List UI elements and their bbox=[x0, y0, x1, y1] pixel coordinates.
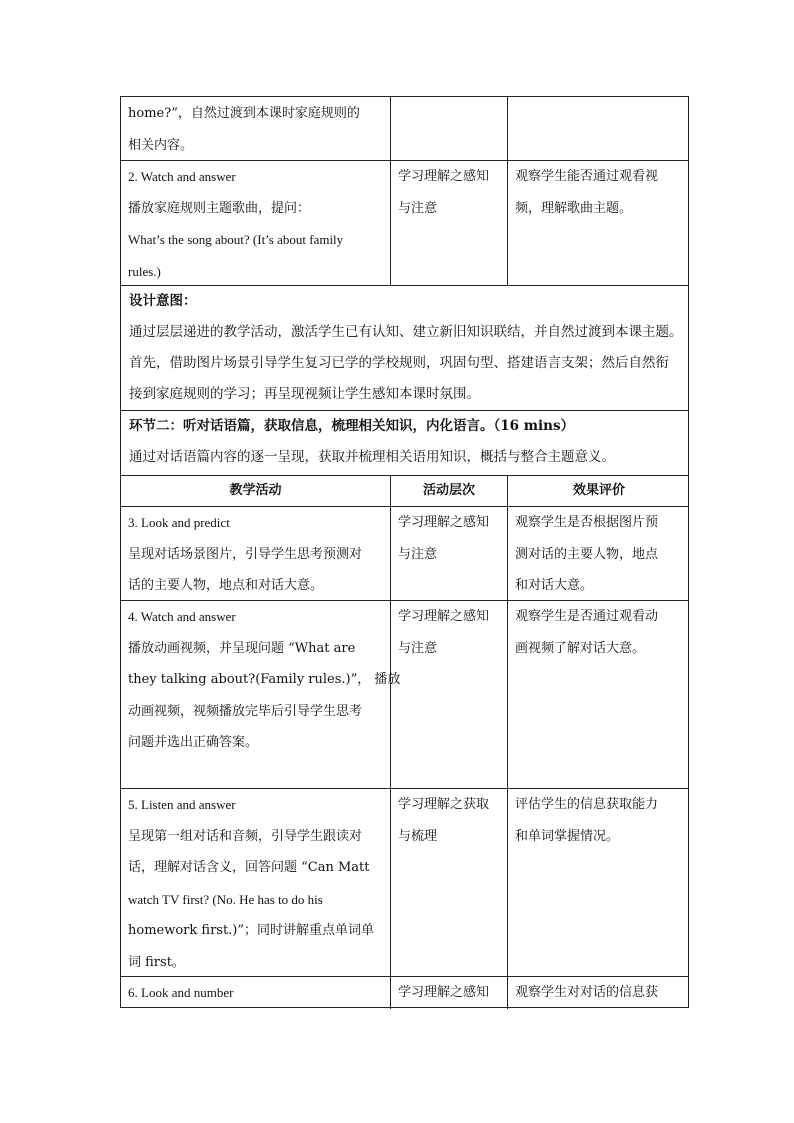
header-teaching-activity: 教学活动 bbox=[229, 483, 282, 498]
activity-line: watch TV first? (No. He has to do his bbox=[128, 891, 323, 907]
activity-line: 相关内容。 bbox=[128, 137, 194, 153]
activity-title: 4. Watch and answer bbox=[128, 609, 236, 624]
eval-line: 和对话大意。 bbox=[515, 578, 594, 593]
row4-level-cell bbox=[398, 601, 489, 664]
activity-line: 问题并选出正确答案。 bbox=[128, 735, 259, 750]
level-line: 与注意 bbox=[398, 200, 438, 216]
header-activity-level: 活动层次 bbox=[422, 483, 475, 498]
row1-eval-cell bbox=[515, 161, 658, 224]
design-intent-line: 接到家庭规则的学习；再呈现视频让学生感知本课时氛围。 bbox=[129, 386, 480, 402]
level-line: 与注意 bbox=[398, 640, 438, 656]
row4-eval-cell bbox=[515, 601, 658, 664]
row3-activity-cell bbox=[128, 507, 362, 602]
row5-activity-cell bbox=[128, 789, 374, 978]
row6-level-cell bbox=[398, 977, 489, 1009]
row3-level-cell bbox=[398, 507, 489, 570]
activity-line: 呈现第一组对话和音频，引导学生跟读对 bbox=[128, 828, 363, 844]
level-line: 学习理解之获取 bbox=[398, 797, 490, 812]
lesson-plan-table bbox=[120, 96, 689, 1008]
level-line: 学习理解之感知 bbox=[398, 169, 490, 184]
row6-activity-cell bbox=[128, 977, 233, 1009]
design-intent-block bbox=[129, 286, 683, 410]
row1-level-cell bbox=[398, 161, 489, 224]
design-intent-line: 首先，借助图片场景引导学生复习已学的学校规则，巩固句型、搭建语言支架；然后自然衔 bbox=[129, 355, 669, 371]
row6-eval-cell bbox=[515, 977, 658, 1009]
activity-line: What’s the song about? (It’s about family bbox=[128, 232, 344, 247]
activity-line: they talking about?(Family rules.)”， 播放 bbox=[128, 672, 401, 687]
section-two-description: 通过对话语篇内容的逐一呈现，获取并梳理相关语用知识，概括与整合主题意义。 bbox=[129, 449, 615, 465]
row5-eval-cell bbox=[515, 789, 658, 852]
section-two-title: 环节二：听对话语篇，获取信息，梳理相关知识，内化语言。（16 mins） bbox=[129, 418, 575, 434]
activity-line: 词 first。 bbox=[128, 954, 185, 970]
activity-title: 6. Look and number bbox=[128, 985, 234, 1000]
activity-line: 话，理解对话含义，回答问题 “Can Matt bbox=[128, 860, 370, 875]
section-two-block bbox=[129, 411, 615, 473]
activity-line: rules.) bbox=[128, 263, 161, 279]
eval-line: 观察学生能否通过观看视 bbox=[515, 169, 659, 184]
eval-line: 观察学生是否根据图片预 bbox=[515, 515, 659, 530]
design-intent-line: 通过层层递进的教学活动，激活学生已有认知、建立新旧知识联结，并自然过渡到本课主题。 bbox=[129, 324, 683, 340]
row3-eval-cell bbox=[515, 507, 658, 602]
level-line: 学习理解之感知 bbox=[398, 515, 490, 530]
level-line: 学习理解之感知 bbox=[398, 609, 490, 624]
level-line: 学习理解之感知 bbox=[398, 985, 490, 1000]
eval-line: 测对话的主要人物，地点 bbox=[515, 546, 659, 562]
activity-title: 3. Look and predict bbox=[128, 515, 230, 530]
activity-title: 2. Watch and answer bbox=[128, 169, 236, 184]
eval-line: 频，理解歌曲主题。 bbox=[515, 200, 633, 216]
activity-title: 5. Listen and answer bbox=[128, 797, 236, 812]
eval-line: 和单词掌握情况。 bbox=[515, 828, 620, 844]
row4-activity-cell bbox=[128, 601, 400, 759]
eval-line: 画视频了解对话大意。 bbox=[515, 640, 646, 656]
activity-line: 播放家庭规则主题歌曲，提问： bbox=[128, 200, 311, 216]
activity-line: home?”，自然过渡到本课时家庭规则的 bbox=[128, 106, 360, 121]
level-line: 与注意 bbox=[398, 546, 438, 562]
level-line: 与梳理 bbox=[398, 828, 438, 844]
activity-line: homework first.)”；同时讲解重点单词单 bbox=[128, 923, 375, 938]
row5-level-cell bbox=[398, 789, 489, 852]
column-divider bbox=[507, 97, 508, 285]
activity-line: 播放动画视频，并呈现问题 “What are bbox=[128, 640, 356, 656]
activity-line: 话的主要人物，地点和对话大意。 bbox=[128, 578, 324, 593]
activity-line: 动画视频，视频播放完毕后引导学生思考 bbox=[128, 703, 363, 719]
eval-line: 观察学生对对话的信息获 bbox=[515, 985, 659, 1000]
eval-line: 评估学生的信息获取能力 bbox=[515, 797, 659, 812]
column-divider bbox=[507, 475, 508, 1009]
row1-activity-cell bbox=[128, 161, 343, 287]
eval-line: 观察学生是否通过观看动 bbox=[515, 609, 659, 624]
header-effect-evaluation: 效果评价 bbox=[572, 483, 625, 498]
row0-activity-cell bbox=[128, 98, 360, 161]
design-intent-title: 设计意图： bbox=[129, 293, 197, 309]
column-divider bbox=[390, 97, 391, 285]
activity-line: 呈现对话场景图片，引导学生思考预测对 bbox=[128, 546, 363, 562]
